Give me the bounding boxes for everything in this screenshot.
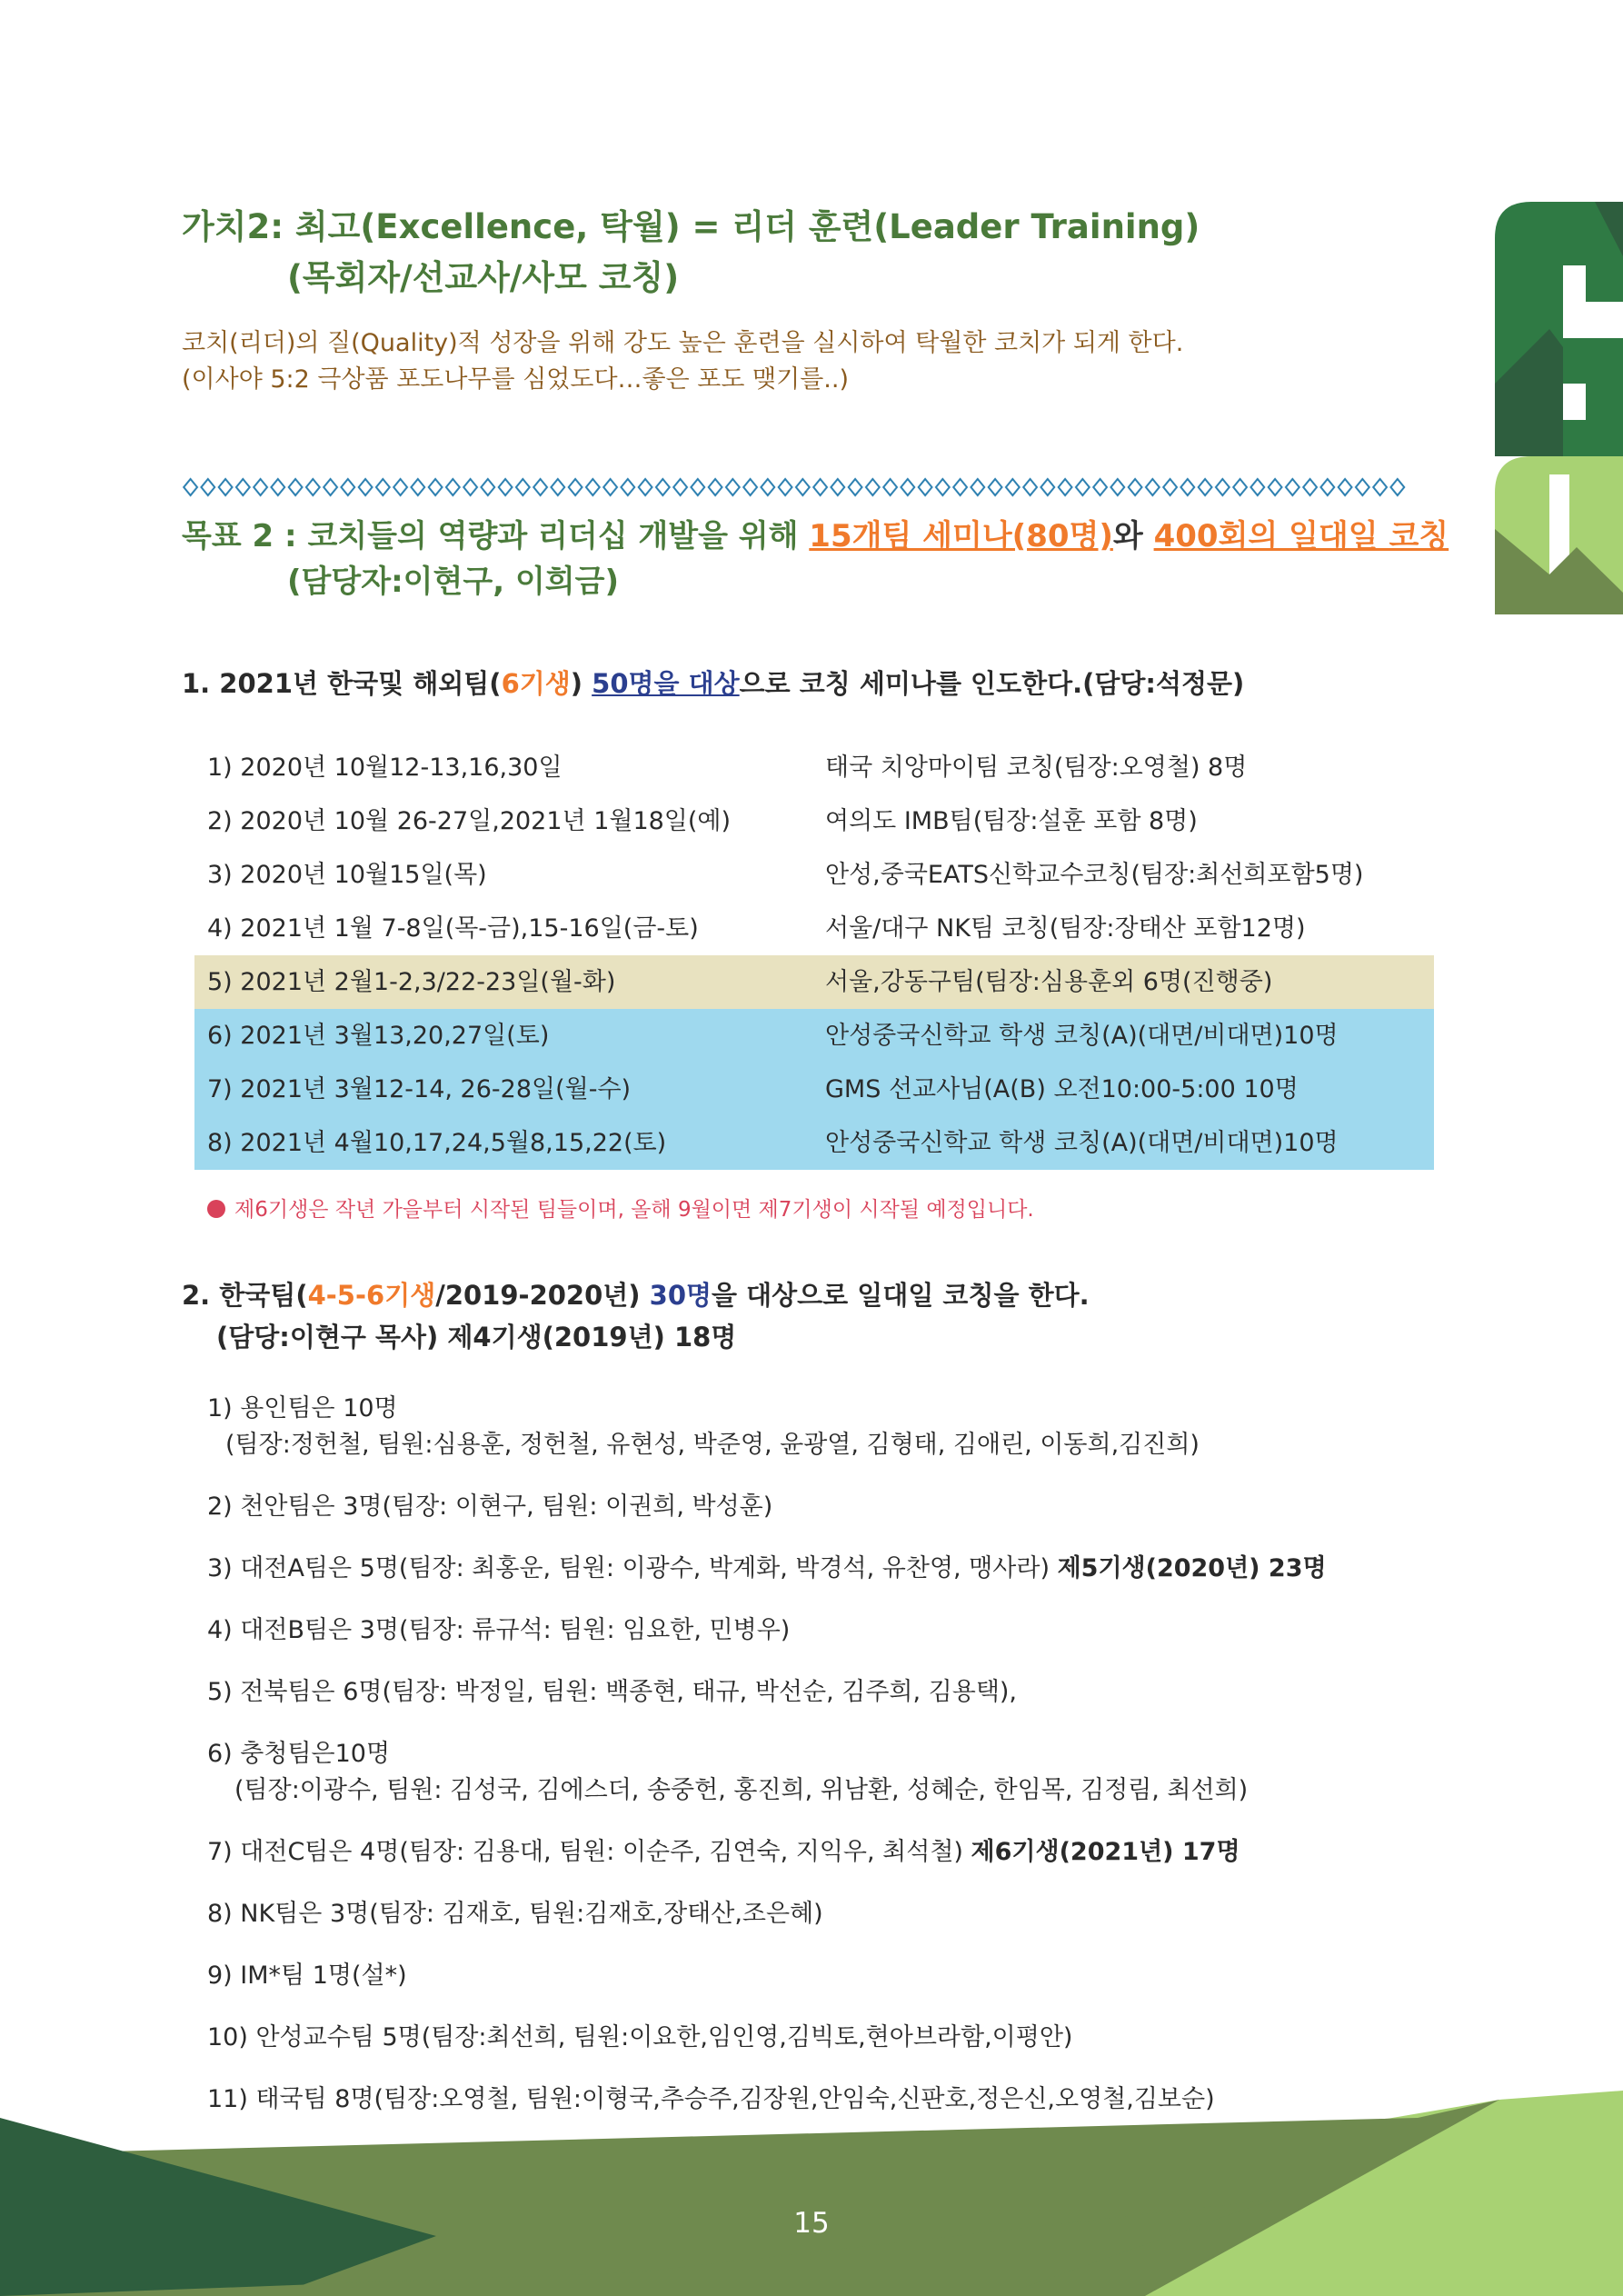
team-text: 11) 태국팀 8명(팀장:오영철, 팀원:이형국,추승주,김장원,안임숙,신판호,정은신,오영철,김보순) bbox=[207, 2085, 1215, 2113]
schedule-date: 6) 2021년 3월13,20,27일(토) bbox=[207, 1022, 550, 1050]
team-item bbox=[207, 1834, 1327, 1871]
chapter-g-logo bbox=[1495, 202, 1623, 614]
schedule-row bbox=[194, 794, 1434, 848]
team-item bbox=[207, 2020, 1327, 2056]
section1-text-b: ) bbox=[570, 668, 592, 699]
goal-mid: 와 bbox=[1112, 518, 1154, 554]
team-text: 3) 대전A팀은 5명(팀장: 최홍운, 팀원: 이광수, 박계화, 박경석, 유찬영, 맹사라) bbox=[207, 1554, 1058, 1582]
cohort-label: 제5기생(2020년) 23명 bbox=[1057, 1554, 1327, 1582]
bullet-dot-icon bbox=[207, 1200, 225, 1218]
schedule-desc: 여의도 IMB팀(팀장:설훈 포함 8명) bbox=[825, 807, 1198, 835]
description-line1: 코치(리더)의 질(Quality)적 성장을 위해 강도 높은 훈련을 실시하여 탁월한 코치가 되게 한다. bbox=[182, 329, 1184, 357]
diamond-divider bbox=[182, 474, 1407, 500]
team-members: (팀장:이광수, 팀원: 김성국, 김에스더, 송중헌, 홍진희, 위남환, 성혜순, 한임목, 김정림, 최선희) bbox=[234, 1776, 1249, 1804]
goal-highlight-seminar: 15개팀 세미나(80명) bbox=[809, 518, 1113, 554]
team-text: 6) 충청팀은10명 bbox=[207, 1740, 391, 1768]
schedule-desc: 서울,강동구팀(팀장:심용훈외 6명(진행중) bbox=[825, 968, 1273, 996]
team-item bbox=[207, 1551, 1327, 1587]
goal-highlight-coaching: 400회의 일대일 코칭 bbox=[1153, 518, 1449, 554]
value-heading-line2: (목회자/선교사/사모 코칭) bbox=[287, 258, 680, 297]
schedule-row-highlighted bbox=[194, 1009, 1434, 1063]
team-text: 5) 전북팀은 6명(팀장: 박정일, 팀원: 백종현, 태규, 박선순, 김주희, 김용택), bbox=[207, 1678, 1018, 1706]
team-text: 4) 대전B팀은 3명(팀장: 류규석: 팀원: 임요한, 민병우) bbox=[207, 1616, 791, 1644]
schedule-row-highlighted bbox=[194, 955, 1434, 1009]
team-members: (팀장:정헌철, 팀원:심용훈, 정헌철, 유현성, 박준영, 윤광열, 김형태, 김애린, 이동희,김진희) bbox=[225, 1431, 1200, 1459]
schedule-row-highlighted bbox=[194, 1116, 1434, 1170]
team-item bbox=[207, 1958, 1327, 1994]
page-number: 15 bbox=[793, 2207, 830, 2240]
value-heading bbox=[182, 202, 1200, 304]
team-text: 2) 천안팀은 3명(팀장: 이현구, 팀원: 이권희, 박성훈) bbox=[207, 1492, 773, 1521]
team-item bbox=[207, 1612, 1327, 1649]
schedule-date: 4) 2021년 1월 7-8일(목-금),15-16일(금-토) bbox=[207, 914, 699, 943]
schedule-desc: 안성,중국EATS신학교수코칭(팀장:최선희포함5명) bbox=[825, 861, 1364, 889]
team-item bbox=[207, 1391, 1327, 1463]
team-text: 1) 용인팀은 10명 bbox=[207, 1394, 398, 1423]
team-list bbox=[207, 1391, 1327, 2118]
section1-text-c: 으로 코칭 세미나를 인도한다.(담당:석정문) bbox=[739, 668, 1245, 699]
section1-cohort: 6기생 bbox=[501, 668, 571, 699]
schedule-date: 3) 2020년 10월15일(목) bbox=[207, 861, 487, 889]
goal-prefix: 목표 2 : 코치들의 역량과 리더십 개발을 위해 bbox=[182, 518, 810, 554]
section1-heading bbox=[182, 664, 1244, 701]
section1-target: 50명을 대상 bbox=[592, 668, 740, 699]
cohort-note bbox=[207, 1193, 1034, 1223]
schedule-date: 7) 2021년 3월12-14, 26-28일(월-수) bbox=[207, 1075, 632, 1103]
section2-target: 30명 bbox=[649, 1280, 712, 1311]
team-item bbox=[207, 1489, 1327, 1525]
schedule-desc: 서울/대구 NK팀 코칭(팀장:장태산 포함12명) bbox=[825, 914, 1306, 943]
team-text: 8) NK팀은 3명(팀장: 김재호, 팀원:김재호,장태산,조은혜) bbox=[207, 1900, 823, 1928]
schedule-date: 1) 2020년 10월12-13,16,30일 bbox=[207, 754, 563, 782]
goal-heading bbox=[182, 514, 1449, 604]
schedule-date: 2) 2020년 10월 26-27일,2021년 1월18일(예) bbox=[207, 807, 732, 835]
team-item bbox=[207, 1674, 1327, 1711]
schedule-desc: 안성중국신학교 학생 코칭(A)(대면/비대면)10명 bbox=[825, 1022, 1339, 1050]
goal-manager: (담당자:이현구, 이희금) bbox=[287, 564, 620, 600]
team-text: 7) 대전C팀은 4명(팀장: 김용대, 팀원: 이순주, 김연숙, 지익우, 최석철) bbox=[207, 1838, 971, 1866]
value-heading-line1: 가치2: 최고(Excellence, 탁월) = 리더 훈련(Leader Training) bbox=[182, 207, 1200, 246]
schedule-row bbox=[194, 848, 1434, 902]
schedule-date: 8) 2021년 4월10,17,24,5월8,15,22(토) bbox=[207, 1129, 667, 1157]
seminar-schedule bbox=[194, 741, 1434, 1170]
schedule-date: 5) 2021년 2월1-2,3/22-23일(월-화) bbox=[207, 968, 616, 996]
team-item bbox=[207, 1896, 1327, 1932]
section2-text-a: 2. 한국팀( bbox=[182, 1280, 308, 1311]
cohort-note-text: 제6기생은 작년 가을부터 시작된 팀들이며, 올해 9월이면 제7기생이 시작될 예정입니다. bbox=[234, 1198, 1034, 1222]
schedule-row bbox=[194, 741, 1434, 794]
schedule-row bbox=[194, 902, 1434, 955]
section2-text-b: /2019-2020년) bbox=[435, 1280, 650, 1311]
value-description bbox=[182, 325, 1183, 398]
schedule-desc: 태국 치앙마이팀 코칭(팀장:오영철) 8명 bbox=[825, 754, 1248, 782]
footer-decoration bbox=[0, 2091, 1623, 2296]
section2-cohorts: 4-5-6기생 bbox=[307, 1280, 436, 1311]
schedule-desc: 안성중국신학교 학생 코칭(A)(대면/비대면)10명 bbox=[825, 1129, 1339, 1157]
schedule-desc: GMS 선교사님(A(B) 오전10:00-5:00 10명 bbox=[825, 1075, 1299, 1103]
section2-manager: (담당:이현구 목사) 제4기생(2019년) 18명 bbox=[216, 1322, 737, 1353]
cohort-label: 제6기생(2021년) 17명 bbox=[971, 1838, 1240, 1866]
schedule-row-highlighted bbox=[194, 1063, 1434, 1116]
section1-text-a: 1. 2021년 한국및 해외팀( bbox=[182, 668, 502, 699]
description-line2: (이사야 5:2 극상품 포도나무를 심었도다…좋은 포도 맺기를..) bbox=[182, 365, 849, 394]
section2-text-c: 을 대상으로 일대일 코칭을 한다. bbox=[712, 1280, 1090, 1311]
team-item bbox=[207, 1736, 1327, 1809]
team-text: 10) 안성교수팀 5명(팀장:최선희, 팀원:이요한,임인영,김빅토,현아브라함,이평안) bbox=[207, 2023, 1073, 2051]
team-text: 9) IM*팀 1명(설*) bbox=[207, 1962, 407, 1990]
section2-heading bbox=[182, 1274, 1090, 1358]
